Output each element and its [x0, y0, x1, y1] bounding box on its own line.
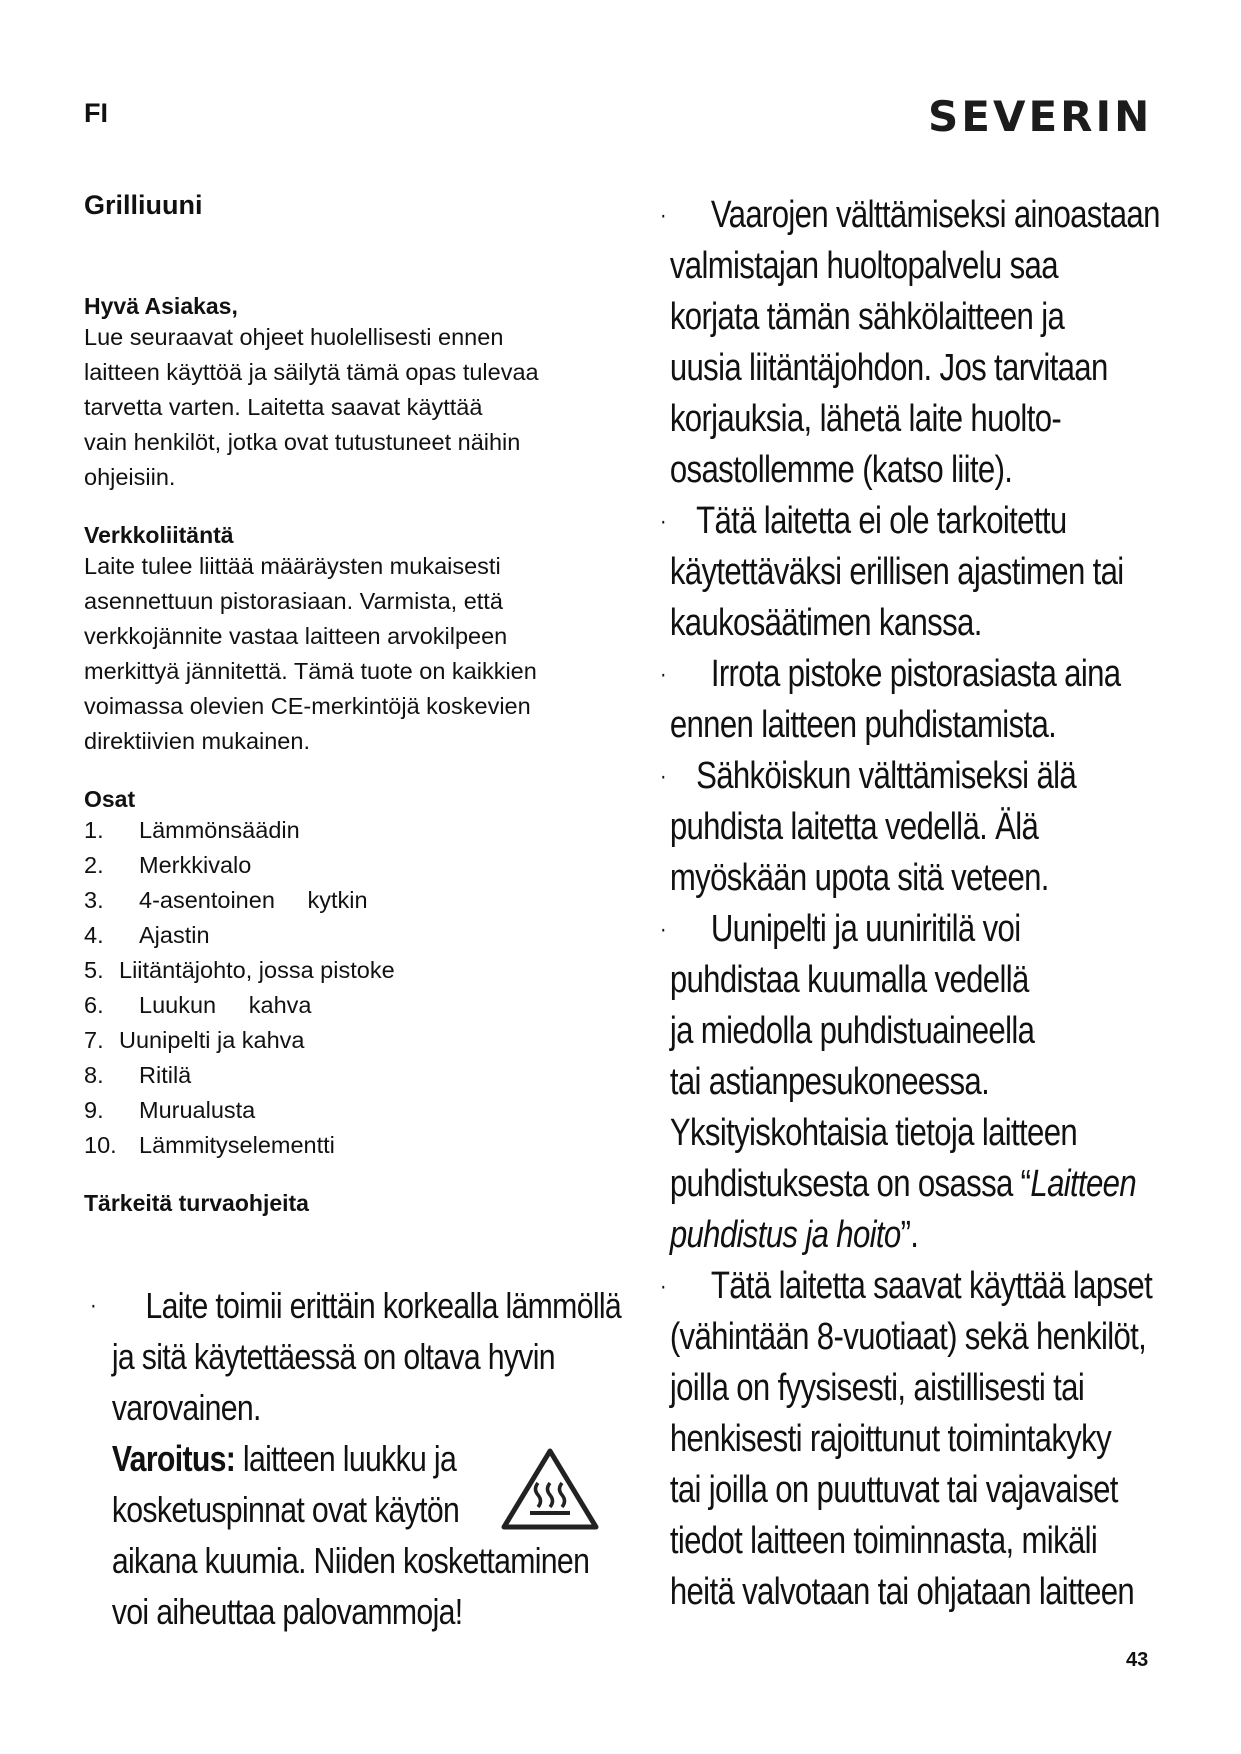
list-item: 5. Liitäntäjohto, jossa pistoke — [84, 957, 395, 983]
safety-bullet-6: · Uunipelti ja uuniritilä voi puhdistaa kuumalla vedellä ja miedolla puhdistuaineella tai astianpesukoneessa. Yksityiskohtaisia tietoja laitteen puhdistuksesta on osassa “Laitteen puhdistus ja hoito”. — [660, 904, 1185, 1261]
list-item: 4. Ajastin — [84, 922, 210, 948]
safety-bullet-5: · Sähköiskun välttämiseksi älä puhdista laitetta vedellä. Älä myöskään upota sitä veteen. — [660, 751, 1185, 904]
bullet-icon: · — [660, 1273, 666, 1300]
parts-heading: Osat — [84, 786, 136, 812]
list-item: 3. 4-asentoinen kytkin — [84, 887, 368, 913]
right-column — [660, 190, 1180, 1618]
list-item: 7. Uunipelti ja kahva — [84, 1027, 305, 1053]
list-item: 10. Lämmityselementti — [84, 1132, 335, 1158]
intro-paragraph: Lue seuraavat ohjeet huolellisesti ennen laitteen käyttöä ja säilytä tämä opas tulevaa tarvetta varten. Laitetta saavat käyttää vain henkilöt, jotka ovat tutustuneet näihin ohjeisiin. — [84, 324, 539, 490]
bullet-icon: · — [660, 508, 666, 535]
list-item: 6. Luukun kahva — [84, 992, 312, 1018]
language-code: FI — [84, 98, 108, 128]
safety-bullet-4: · Irrota pistoke pistorasiasta aina ennen laitteen puhdistamista. — [660, 649, 1185, 751]
page-number: 43 — [1126, 1649, 1149, 1671]
warning-text: Varoitus: laitteen luukku ja — [111, 1438, 457, 1479]
bullet-icon: · — [660, 202, 666, 229]
network-heading: Verkkoliitäntä — [84, 522, 234, 548]
list-item: 9. Murualusta — [84, 1097, 256, 1123]
network-paragraph: Laite tulee liittää määräysten mukaisesti asennettuun pistorasiaan. Varmista, että verkkojännite vastaa laitteen arvokilpeen merkittyä jännitettä. Tämä tuote on kaikkien voimassa olevien CE-merkintöjä koskevien direktiivien mukainen. — [84, 553, 537, 754]
warning-label: Varoitus: — [111, 1438, 236, 1479]
bullet-icon: · — [660, 916, 666, 943]
safety-bullet-7: · Tätä laitetta saavat käyttää lapset (vähintään 8-vuotiaat) sekä henkilöt, joilla on fyysisesti, aistillisesti tai henkisesti rajoittunut toimintakyky tai joilla on puuttuvat tai vajavaiset tiedot laitteen toiminnasta, mikäli heitä valvotaan tai ohjataan laitteen — [660, 1261, 1185, 1618]
hot-surface-warning-icon — [500, 1447, 600, 1531]
bullet-icon: · — [90, 1292, 97, 1319]
safety-bullet-1: · Laite toimii erittäin korkealla lämmöllä ja sitä käytettäessä on oltava hyvin varovainen. Varoitus: laitteen luukku ja kosketuspinnat ovat käytön aikana kuumia. Niiden koskettaminen voi aiheuttaa palovammoja! — [90, 1280, 653, 1637]
page-title: Grilliuuni — [84, 190, 203, 220]
safety-heading: Tärkeitä turvaohjeita — [84, 1190, 309, 1216]
left-column — [84, 190, 644, 1217]
list-item: 1. Lämmönsäädin — [84, 817, 300, 843]
list-item: 2. Merkkivalo — [84, 852, 252, 878]
bullet-icon: · — [660, 763, 666, 790]
greeting: Hyvä Asiakas, — [84, 293, 238, 319]
safety-bullet-3: · Tätä laitetta ei ole tarkoitettu käytettäväksi erillisen ajastimen tai kaukosäätimen kanssa. — [660, 496, 1185, 649]
brand-logo: SEVERIN — [928, 92, 1153, 141]
list-item: 8. Ritilä — [84, 1062, 192, 1088]
parts-list — [84, 813, 644, 1163]
bullet-icon: · — [660, 661, 666, 688]
safety-bullet-2: · Vaarojen välttämiseksi ainoastaan valmistajan huoltopalvelu saa korjata tämän sähkölaitteen ja uusia liitäntäjohdon. Jos tarvitaan korjauksia, lähetä laite huolto- osastollemme (katso liite). — [660, 190, 1185, 496]
